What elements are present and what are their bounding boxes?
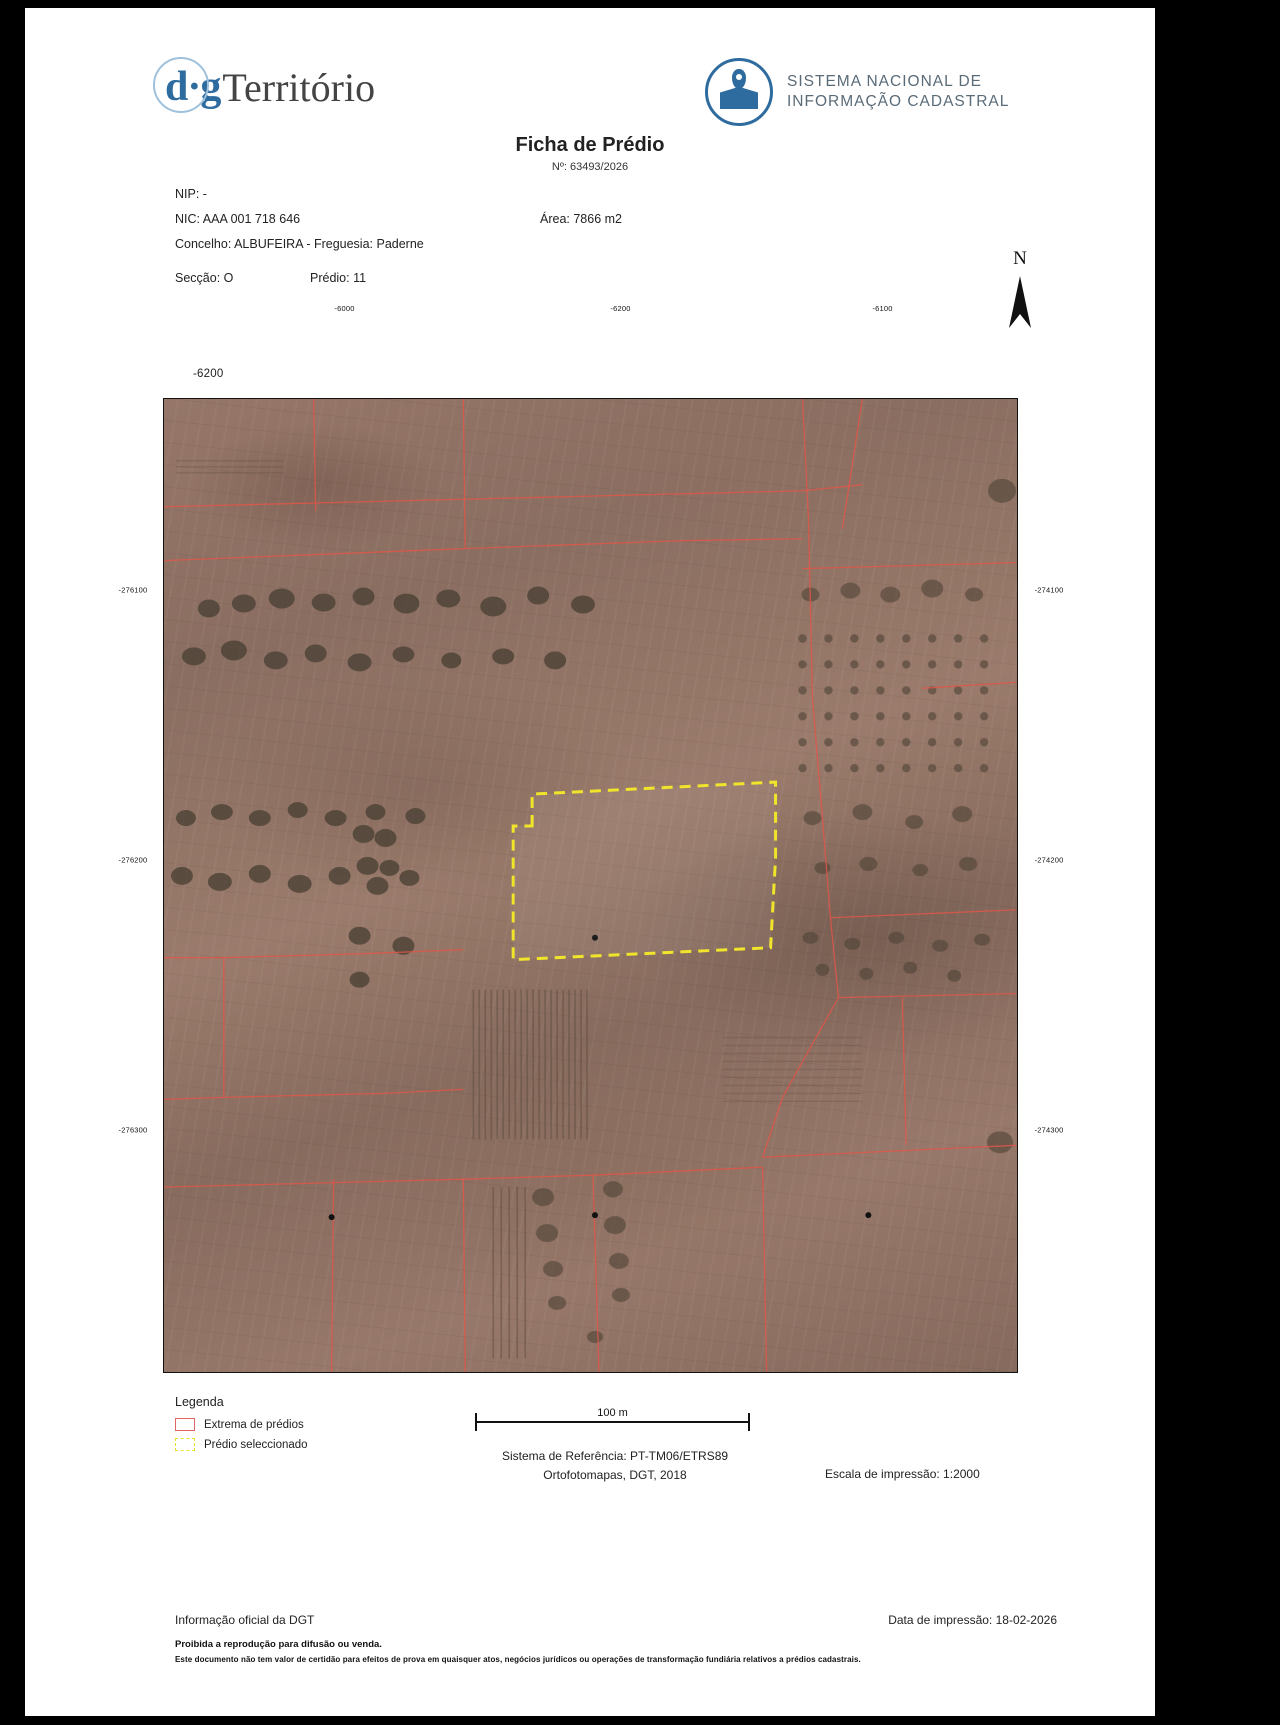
scale-bar — [475, 1407, 750, 1429]
legend — [175, 1395, 308, 1458]
snic-line-2: INFORMAÇÃO CADASTRAL — [787, 93, 1010, 110]
tick-bottom-2: -6200 — [193, 368, 224, 380]
tick-top-1: -6000 — [334, 304, 355, 313]
meta-row-concelho — [25, 237, 1155, 271]
predio-value: Prédio: 11 — [310, 271, 367, 285]
tick-left-1: -276100 — [118, 585, 148, 595]
legend-label-selected: Prédio seleccionado — [204, 1438, 308, 1451]
logo-circle-icon — [153, 57, 209, 113]
dgterritorio-logo — [165, 63, 375, 111]
footer-row — [175, 1613, 1085, 1635]
meta-row-seccao — [25, 271, 1155, 296]
map-pin-icon — [732, 69, 746, 89]
tick-right-1: -274100 — [1034, 585, 1064, 595]
reference-system — [455, 1447, 775, 1485]
nic-value: NIC: AAA 001 718 646 — [175, 212, 301, 226]
seccao-value: Secção: O — [175, 271, 234, 285]
scale-line — [475, 1421, 750, 1423]
reference-line-1: Sistema de Referência: PT-TM06/ETRS89 — [501, 1449, 729, 1463]
snic-text — [787, 72, 1009, 112]
official-info: Informação oficial da DGT — [175, 1613, 315, 1627]
legend-swatch-extrema-icon — [175, 1418, 195, 1431]
legend-item-extrema — [175, 1418, 308, 1431]
cadastral-boundaries-layer — [164, 399, 1017, 1372]
meta-row-nip — [25, 187, 1155, 212]
legend-label-extrema: Extrema de prédios — [204, 1418, 304, 1431]
tick-top-2: -6200 — [610, 304, 631, 313]
orthophoto-map[interactable] — [163, 398, 1018, 1373]
nip-value: NIP: - — [175, 187, 207, 201]
scale-bar-graphic — [475, 1407, 750, 1429]
document-footer — [175, 1613, 1085, 1664]
snic-logo — [705, 58, 1009, 126]
tick-bottom-1 — [0, 334, 772, 346]
meta-row-nic — [25, 212, 1155, 237]
document-page — [25, 8, 1155, 1716]
print-scale: Escala de impressão: 1:2000 — [825, 1467, 980, 1481]
logo-territorio-text: Território — [222, 64, 376, 110]
document-number: Nº: 63493/2026 — [551, 161, 629, 173]
reference-line-2: Ortofotomapas, DGT, 2018 — [543, 1468, 687, 1482]
legend-item-selected — [175, 1438, 308, 1451]
map-container — [118, 304, 1064, 1373]
scale-cap-left — [475, 1413, 477, 1431]
page-title: Ficha de Prédio — [515, 134, 665, 156]
scale-label: 100 m — [597, 1407, 628, 1419]
reproduction-warning: Proibida a reprodução para difusão ou venda. — [175, 1639, 382, 1650]
tick-left-3: -276300 — [118, 1125, 148, 1135]
document-header — [25, 8, 1155, 128]
book-icon — [720, 87, 758, 109]
print-date: Data de impressão: 18-02-2026 — [888, 1613, 1057, 1627]
cadastre-badge-icon — [705, 58, 773, 126]
legal-disclaimer: Este documento não tem valor de certidão para efeitos de prova em quaisquer atos, negócios jurídicos ou operações de transformação fundiária relativos a prédios cadastrais. — [175, 1655, 861, 1664]
concelho-value: Concelho: ALBUFEIRA - Freguesia: Paderne — [175, 237, 424, 251]
snic-line-1: SISTEMA NACIONAL DE — [787, 73, 982, 90]
area-value: Área: 7866 m2 — [540, 212, 622, 226]
tick-top-3: -6100 — [872, 304, 893, 313]
tick-right-3: -274300 — [1034, 1125, 1064, 1135]
north-label: N — [1013, 248, 1027, 269]
legend-title: Legenda — [175, 1395, 224, 1409]
logo-dg-text: d·g — [165, 64, 221, 110]
legend-swatch-selected-icon — [175, 1438, 195, 1451]
property-metadata — [25, 187, 1155, 296]
scale-cap-right — [748, 1413, 750, 1431]
tick-right-2: -274200 — [1034, 855, 1064, 865]
tick-left-2: -276200 — [118, 855, 148, 865]
